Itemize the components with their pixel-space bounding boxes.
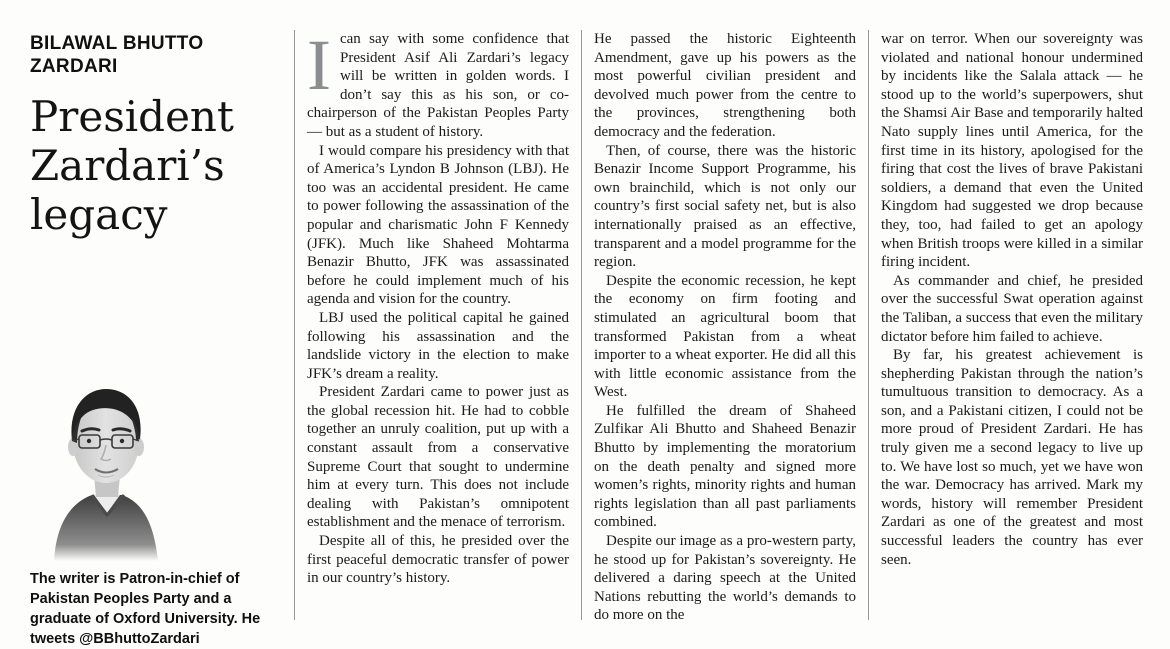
- text-column-2: [594, 28, 856, 634]
- paragraph: He passed the historic Eighteenth Amendment, gave up his powers as the most powerful civilian president and devolved much power from the centre to the provinces, strengthening both democracy and the federation.: [594, 31, 856, 140]
- text-column-1: [307, 25, 569, 634]
- headline: President Zardari’s legacy: [30, 92, 234, 239]
- paragraph: By far, his greatest achievement is shepherding Pakistan through the nation’s tumultuous transition to democracy. As a son, and a Pakistani citizen, I could not be more proud of President Zardari. He has truly given me a second legacy to live up to. We have lost so much, yet we have won the war. Democracy has arrived. Mark my words, history will remember President Zardari as one of the greatest and most successful leaders the country has ever seen.: [881, 347, 1143, 568]
- paragraph: He fulfilled the dream of Shaheed Zulfikar Ali Bhutto and Shaheed Benazir Bhutto by implementing the moratorium on the death penalty and signed more women’s rights, minority rights and human rights legislation than all past parliaments combined.: [594, 402, 856, 531]
- paragraph: Then, of course, there was the historic Benazir Income Support Programme, his own brainchild, which is not only our country’s first social safety net, but is also internationally praised as an effective, transparent and a model programme for the region.: [594, 142, 856, 271]
- paragraph-text: can say with some confidence that President Asif Ali Zardari’s legacy will be written in golden words. I don’t say this as his son, or co-chairperson of the Pakistan Peoples Party — but as a student of history.: [307, 31, 569, 140]
- paragraph: I would compare his presidency with that of America’s Lyndon B Johnson (LBJ). He too was an accidental president. He came to power following the assassination of the popular and charismatic John F Kennedy (JFK). Much like Shaheed Mohtarma Benazir Bhutto, JFK was assassinated before he could implement much of his agenda and vision for the country.: [307, 142, 569, 308]
- paragraph: Despite all of this, he presided over the first peaceful democratic transfer of power in our country’s history.: [307, 533, 569, 587]
- article-header-column: [30, 28, 282, 647]
- paragraph: war on terror. When our sovereignty was violated and national honour undermined by incidents like the Salala attack — he stood up to the world’s superpowers, shut the Shamsi Air Base and temporarily halted Nato supply lines until America, for the first time in its history, apologised for the firing that cost the lives of brave Pakistani soldiers, a demand that even the United Kingdom had suggested we drop because they, too, had failed to get an apology when British troops were killed in a similar firing incident.: [881, 31, 1143, 271]
- author-portrait: [48, 383, 166, 561]
- paragraph: As commander and chief, he presided over the successful Swat operation against the Taliban, a success that even the military dictator before him failed to achieve.: [881, 272, 1143, 345]
- paragraph: Despite our image as a pro-western party, he stood up for Pakistan’s sovereignty. He delivered a daring speech at the United Nations rebutting the world’s demands to do more on the: [594, 533, 856, 624]
- author-bio: The writer is Patron-in-chief of Pakistan Peoples Party and a graduate of Oxford University. He tweets @BBhuttoZardari: [30, 571, 261, 647]
- portrait-illustration: [48, 383, 166, 561]
- text-column-3: [881, 28, 1143, 634]
- author-kicker: BILAWAL BHUTTO ZARDARI: [30, 33, 204, 77]
- drop-cap: I: [307, 25, 331, 105]
- column-divider: [581, 30, 582, 620]
- paragraph: Despite the economic recession, he kept the economy on firm footing and stimulated an agricultural boom that transformed Pakistan from a wheat importer to a wheat exporter. He did all this with little economic assistance from the West.: [594, 272, 857, 401]
- paragraph: LBJ used the political capital he gained following his assassination and the landslide victory in the election to make JFK’s dream a reality.: [307, 309, 569, 382]
- column-divider: [294, 30, 295, 620]
- paragraph: President Zardari came to power just as the global recession hit. He had to cobble together an unruly coalition, put up with a constant assault from a conservative Supreme Court that sought to undermine him at every turn. This does not include dealing with Pakistan’s omnipotent establishment and the menace of terrorism.: [307, 384, 569, 531]
- column-divider: [868, 30, 869, 620]
- paragraph: [307, 25, 569, 142]
